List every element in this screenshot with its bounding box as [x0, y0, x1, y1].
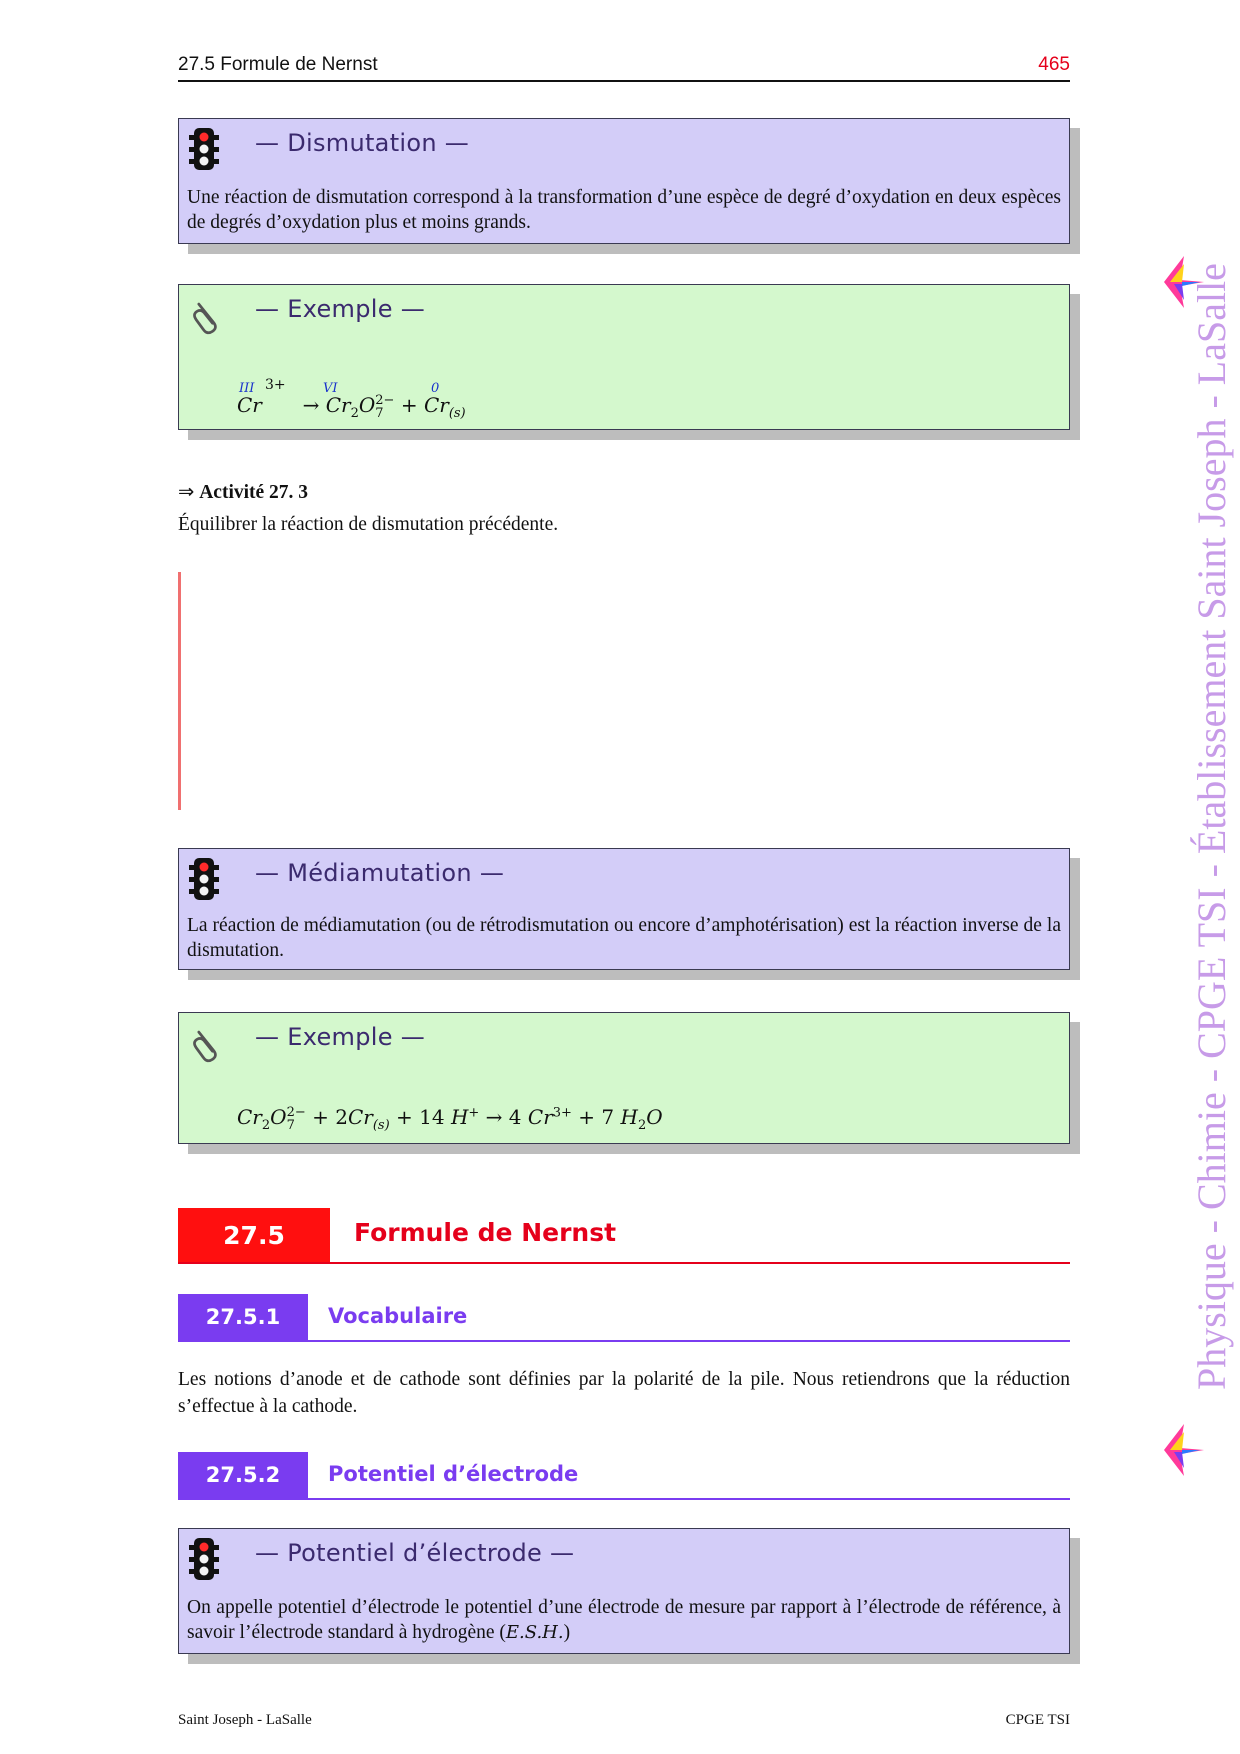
superscript: 2− — [286, 1104, 306, 1120]
species: Cr — [527, 1105, 553, 1129]
species: O — [646, 1105, 663, 1129]
example-box-1 — [178, 284, 1070, 430]
definition-box-dismutation — [178, 118, 1070, 244]
ion-charge: 3+ — [265, 377, 286, 393]
definition-box-potential — [178, 1528, 1070, 1654]
plus-sign: + — [312, 1105, 329, 1129]
section-rule — [178, 1262, 1070, 1264]
example-box-2 — [178, 1012, 1070, 1144]
subsection-number: 27.5.2 — [178, 1452, 308, 1498]
box-body: La réaction de médiamutation (ou de rétrodismutation ou encore d’amphotérisation) est la réaction inverse de la dismutation. — [187, 915, 1061, 961]
plus-sign: + — [400, 393, 418, 417]
oxidation-number: VI — [323, 381, 338, 396]
activity-label: Activité 27. 3 — [199, 482, 309, 503]
species: H — [620, 1105, 638, 1129]
species: O — [358, 393, 376, 417]
traffic-light-icon — [189, 1537, 219, 1581]
footer-right: CPGE TSI — [1005, 1712, 1070, 1728]
box-title: — Exemple — — [255, 1023, 425, 1051]
oxidation-number: 0 — [431, 381, 440, 396]
body-text: On appelle potentiel d’électrode le potentiel d’une électrode de mesure par rapport à l’électrode de référence, à savoir l’électrode standard à hydrogène ( — [187, 1597, 1061, 1643]
page-number: 465 — [1038, 54, 1070, 75]
traffic-light-icon — [189, 857, 219, 901]
subscript: 7 — [286, 1117, 295, 1133]
coefficient: 14 — [419, 1105, 445, 1129]
superscript: 3+ — [552, 1105, 572, 1121]
species: Cr — [325, 393, 351, 417]
species: Cr — [423, 393, 449, 417]
species: O — [270, 1105, 287, 1129]
subsection-number: 27.5.1 — [178, 1294, 308, 1340]
side-banner: Physique - Chimie - CPGE TSI - Établissement Saint Joseph - LaSalle — [1189, 263, 1234, 1390]
activity-text: Équilibrer la réaction de dismutation précédente. — [178, 514, 559, 535]
species: Cr — [237, 393, 262, 417]
traffic-light-icon — [189, 127, 219, 171]
math-abbreviation: E.S.H. — [505, 1622, 564, 1643]
footer-left: Saint Joseph - LaSalle — [178, 1712, 312, 1728]
paperclip-icon — [189, 1023, 225, 1063]
running-header-title: 27.5 Formule de Nernst — [178, 54, 378, 75]
section-title: Formule de Nernst — [354, 1218, 617, 1247]
section-number: 27.5 — [178, 1208, 330, 1262]
dismutation-equation — [237, 393, 466, 421]
mediamutation-equation — [237, 1105, 663, 1133]
coefficient: 2 — [335, 1105, 348, 1129]
box-title: — Exemple — — [255, 295, 425, 323]
species: Cr — [347, 1105, 373, 1129]
subscript: (s) — [448, 406, 466, 421]
subsection-title: Vocabulaire — [328, 1304, 468, 1328]
answer-area-bar — [178, 572, 181, 810]
plus-sign: + — [578, 1105, 596, 1129]
box-body — [187, 1595, 1061, 1645]
subscript: 2 — [261, 1118, 271, 1133]
paperclip-icon — [189, 295, 225, 335]
subscript: 7 — [375, 405, 384, 421]
species: H — [450, 1105, 469, 1129]
reaction-arrow: → — [302, 393, 320, 417]
species: Cr — [237, 1105, 262, 1129]
subsection-rule — [178, 1498, 1070, 1500]
coefficient: 7 — [601, 1105, 615, 1129]
body-text: ) — [563, 1622, 571, 1643]
implies-arrow: ⇒ — [178, 482, 195, 503]
coefficient: 4 — [508, 1105, 522, 1129]
superscript: + — [468, 1105, 480, 1121]
header-rule — [178, 80, 1070, 82]
subscript: (s) — [372, 1118, 390, 1133]
paragraph-vocabulary: Les notions d’anode et de cathode sont définies par la polarité de la pile. Nous retiendrons que la réduction s’effectue à la cathode. — [178, 1369, 1070, 1417]
school-logo-icon — [1160, 1420, 1208, 1480]
box-title: — Dismutation — — [255, 129, 470, 157]
definition-box-mediamutation — [178, 848, 1070, 970]
activity-heading — [178, 480, 308, 504]
box-body: Une réaction de dismutation correspond à la transformation d’une espèce de degré d’oxydation en deux espèces de degrés d’oxydation plus et moins grands. — [187, 187, 1061, 233]
superscript: 2− — [375, 392, 395, 408]
subsection-rule — [178, 1340, 1070, 1342]
box-title: — Potentiel d’électrode — — [255, 1539, 575, 1567]
subsection-title: Potentiel d’électrode — [328, 1462, 579, 1486]
reaction-arrow: → — [485, 1105, 503, 1129]
box-title: — Médiamutation — — [255, 859, 505, 887]
subscript: 2 — [637, 1118, 647, 1133]
plus-sign: + — [396, 1105, 413, 1129]
oxidation-number: III — [239, 381, 255, 396]
subscript: 2 — [350, 406, 359, 421]
